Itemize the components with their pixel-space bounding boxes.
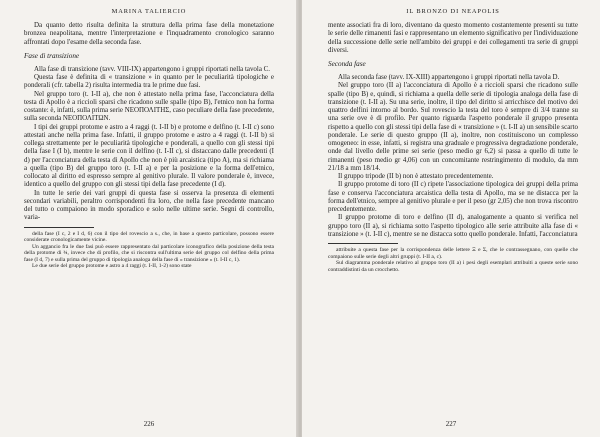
section-heading-transizione: Fase di transizione xyxy=(24,51,80,60)
paragraph: Alla seconda fase (tavv. IX-XIII) appartengono i gruppi riportati nella tavola D. xyxy=(338,73,560,81)
left-page xyxy=(0,0,298,437)
footnote: della fase (I c, 2 e I d, 6) con il tipo del rovescio a s., che, in base a questo particolare, possono essere considerate cronologicamente vicine. xyxy=(24,230,274,244)
paragraph: In tutte le serie dei vari gruppi di questa fase si osserva la presenza di elementi secondari variabili, peraltro corrispondenti fra loro, che nella fase precedente mancano del tutto o compaiono in modo sporadico e solo nelle ultime serie. Segni di controllo, varia- xyxy=(24,188,274,222)
paragraph: Il gruppo tripode (II b) non è attestato precedentemente. xyxy=(338,172,494,180)
footnote: Sul diagramma ponderale relativo al gruppo toro (II a) i pesi degli esemplari attribuiti a queste serie sono contraddistinti da un crocchetto. xyxy=(328,260,578,273)
right-page-content xyxy=(328,8,578,273)
paragraph: Nel gruppo toro (t. I-II a), che non è attestato nella prima fase, l'acconciatura della testa di Apollo è a riccioli sparsi che ricadono sulle spalle (tipo B), l'etnico non ha forma costante: è, infatti, sulla prima serie ΝΕΟΠΟΛΙΤΗΣ, caso peculiare della fase precedente, sulla seconda ΝΕΟΠΟΛΙΤΩΝ. xyxy=(24,89,274,123)
footnote: Un aggancio fra le due fasi può essere rappresentato dal particolare iconografico della posizione della testa della protome di ¾, invece che di profilo, che si riscontra sull'ultima serie del gruppo col delfino della prima fase (I d, 7) e sulla prima del gruppo di tipologia analoga della fase di « transizione » (t. I-II c, 1). xyxy=(24,243,274,263)
left-running-head: MARINA TALIERCIO xyxy=(111,8,187,15)
intro-paragraph: Da quanto detto risulta definita la struttura della prima fase della monetazione bronzea neapolitana, mentre l'interpretazione e l'inquadramento cronologico saranno affrontati dopo l'esame della seconda fase. xyxy=(24,21,274,46)
paragraph: Questa fase è definita di « transizione » in quanto per le peculiarità tipologiche e ponderali (cfr. tabella 2) risulta intermedia tra le prime due fasi. xyxy=(24,73,274,90)
paragraph: Nel gruppo toro (II a) l'acconciatura di Apollo è a riccioli sparsi che ricadono sulle spalle (tipo B) e, quindi, si richiama a quella delle serie di tipologia analoga della fase di transizione (t. I-II a). Su una serie, inoltre, il tipo del diritto si arricchisce del motivo dei quattro delfini intorno al bordo. Sul rovescio la testa del toro è sempre di 3/4 tranne su una serie ove è di profilo. Per quanto riguarda l'aspetto ponderale il gruppo presenta rispetto a quello con gli stessi tipi della fase di « transizione » (t. I-II a) un sensibile scarto ponderale. Le serie di questo gruppo (II a), inoltre, non costituiscono un complesso omogeneo: in esse, infatti, si registra una graduale e progressiva degradazione ponderale, onde dal livello delle prime sei serie (peso medio gr 6,2) si passa a quello di tutte le rimanenti (peso medio gr 4,06) con un concomitante restringimento di modulo, da mm 21/18 a mm 18/14. xyxy=(328,81,578,172)
right-running-head: IL BRONZO DI NEAPOLIS xyxy=(406,8,500,15)
footnote: Le due serie del gruppo protome e astro a 4 raggi (t. I-II, 1-2) sono state xyxy=(32,263,192,270)
paragraph: Alla fase di transizione (tavv. VIII-IX) appartengono i gruppi riportati nella tavola C. xyxy=(34,64,270,73)
left-page-number: 226 xyxy=(143,420,155,428)
footnote-rule xyxy=(328,243,398,244)
footnote: attribuite a questa fase per la corrispondenza delle lettere Ξ e Σ, che le contrassegnano, con quelle che compaiono sulle serie degli altri gruppi (t. I-II a, c). xyxy=(328,247,578,260)
paragraph: Il gruppo protome di toro e delfino (II d), analogamente a quanto si verifica nel gruppo toro (II a), si richiama sotto l'aspetto tipologico alle serie attribuite alla fase di « transizione » (t. I-II c), mentre se ne distacca sotto quello ponderale. Infatti, l'acconciatura xyxy=(328,213,578,238)
right-page-number: 227 xyxy=(445,420,457,428)
right-page xyxy=(302,0,600,437)
paragraph: mente associati fra di loro, diventano da questo momento costantemente presenti su tutte le serie delle rimanenti fasi e rappresentano un elemento significativo per l'individuazione della successione delle serie nell'ambito dei gruppi e dei collegamenti tra serie di gruppi diversi. xyxy=(328,21,578,54)
section-heading-seconda-fase: Seconda fase xyxy=(328,60,366,68)
paragraph: I tipi dei gruppi protome e astro a 4 raggi (t. I-II b) e protome e delfino (t. I-II c) sono attestati anche nella prima fase. Infatti, il gruppo protome e astro a 4 raggi (t. I-II b) si collega strettamente per le peculiarità tipologiche e ponderali, a quello con gli stessi tipi della fase I (I b), mentre le serie con il delfino (t. I-II c), si distaccano dalle precedenti (I d) per l'acconciatura della testa di Apollo che non è più arcaistica (tipo A), ma si richiama a quella (tipo B) del gruppo toro (t. I-II a) e per la posizione e la forma dell'etnico, collocato al diritto ed espresso sempre al genitivo plurale. Il valore ponderale è, invece, identico a quello del gruppo con gli stessi tipi della fase precedente (I d). xyxy=(24,122,274,189)
paragraph: Il gruppo protome di toro (II c) ripete l'associazione tipologica dei gruppi della prima fase e conserva l'acconciatura arcaistica della testa di Apollo, ma se ne distacca per la forma dell'etnico, sempre al genitivo plurale e per il peso (gr 2,05) che non trova riscontro precedentemente. xyxy=(328,180,578,213)
left-page-content xyxy=(24,8,274,270)
footnote-rule xyxy=(24,227,94,228)
